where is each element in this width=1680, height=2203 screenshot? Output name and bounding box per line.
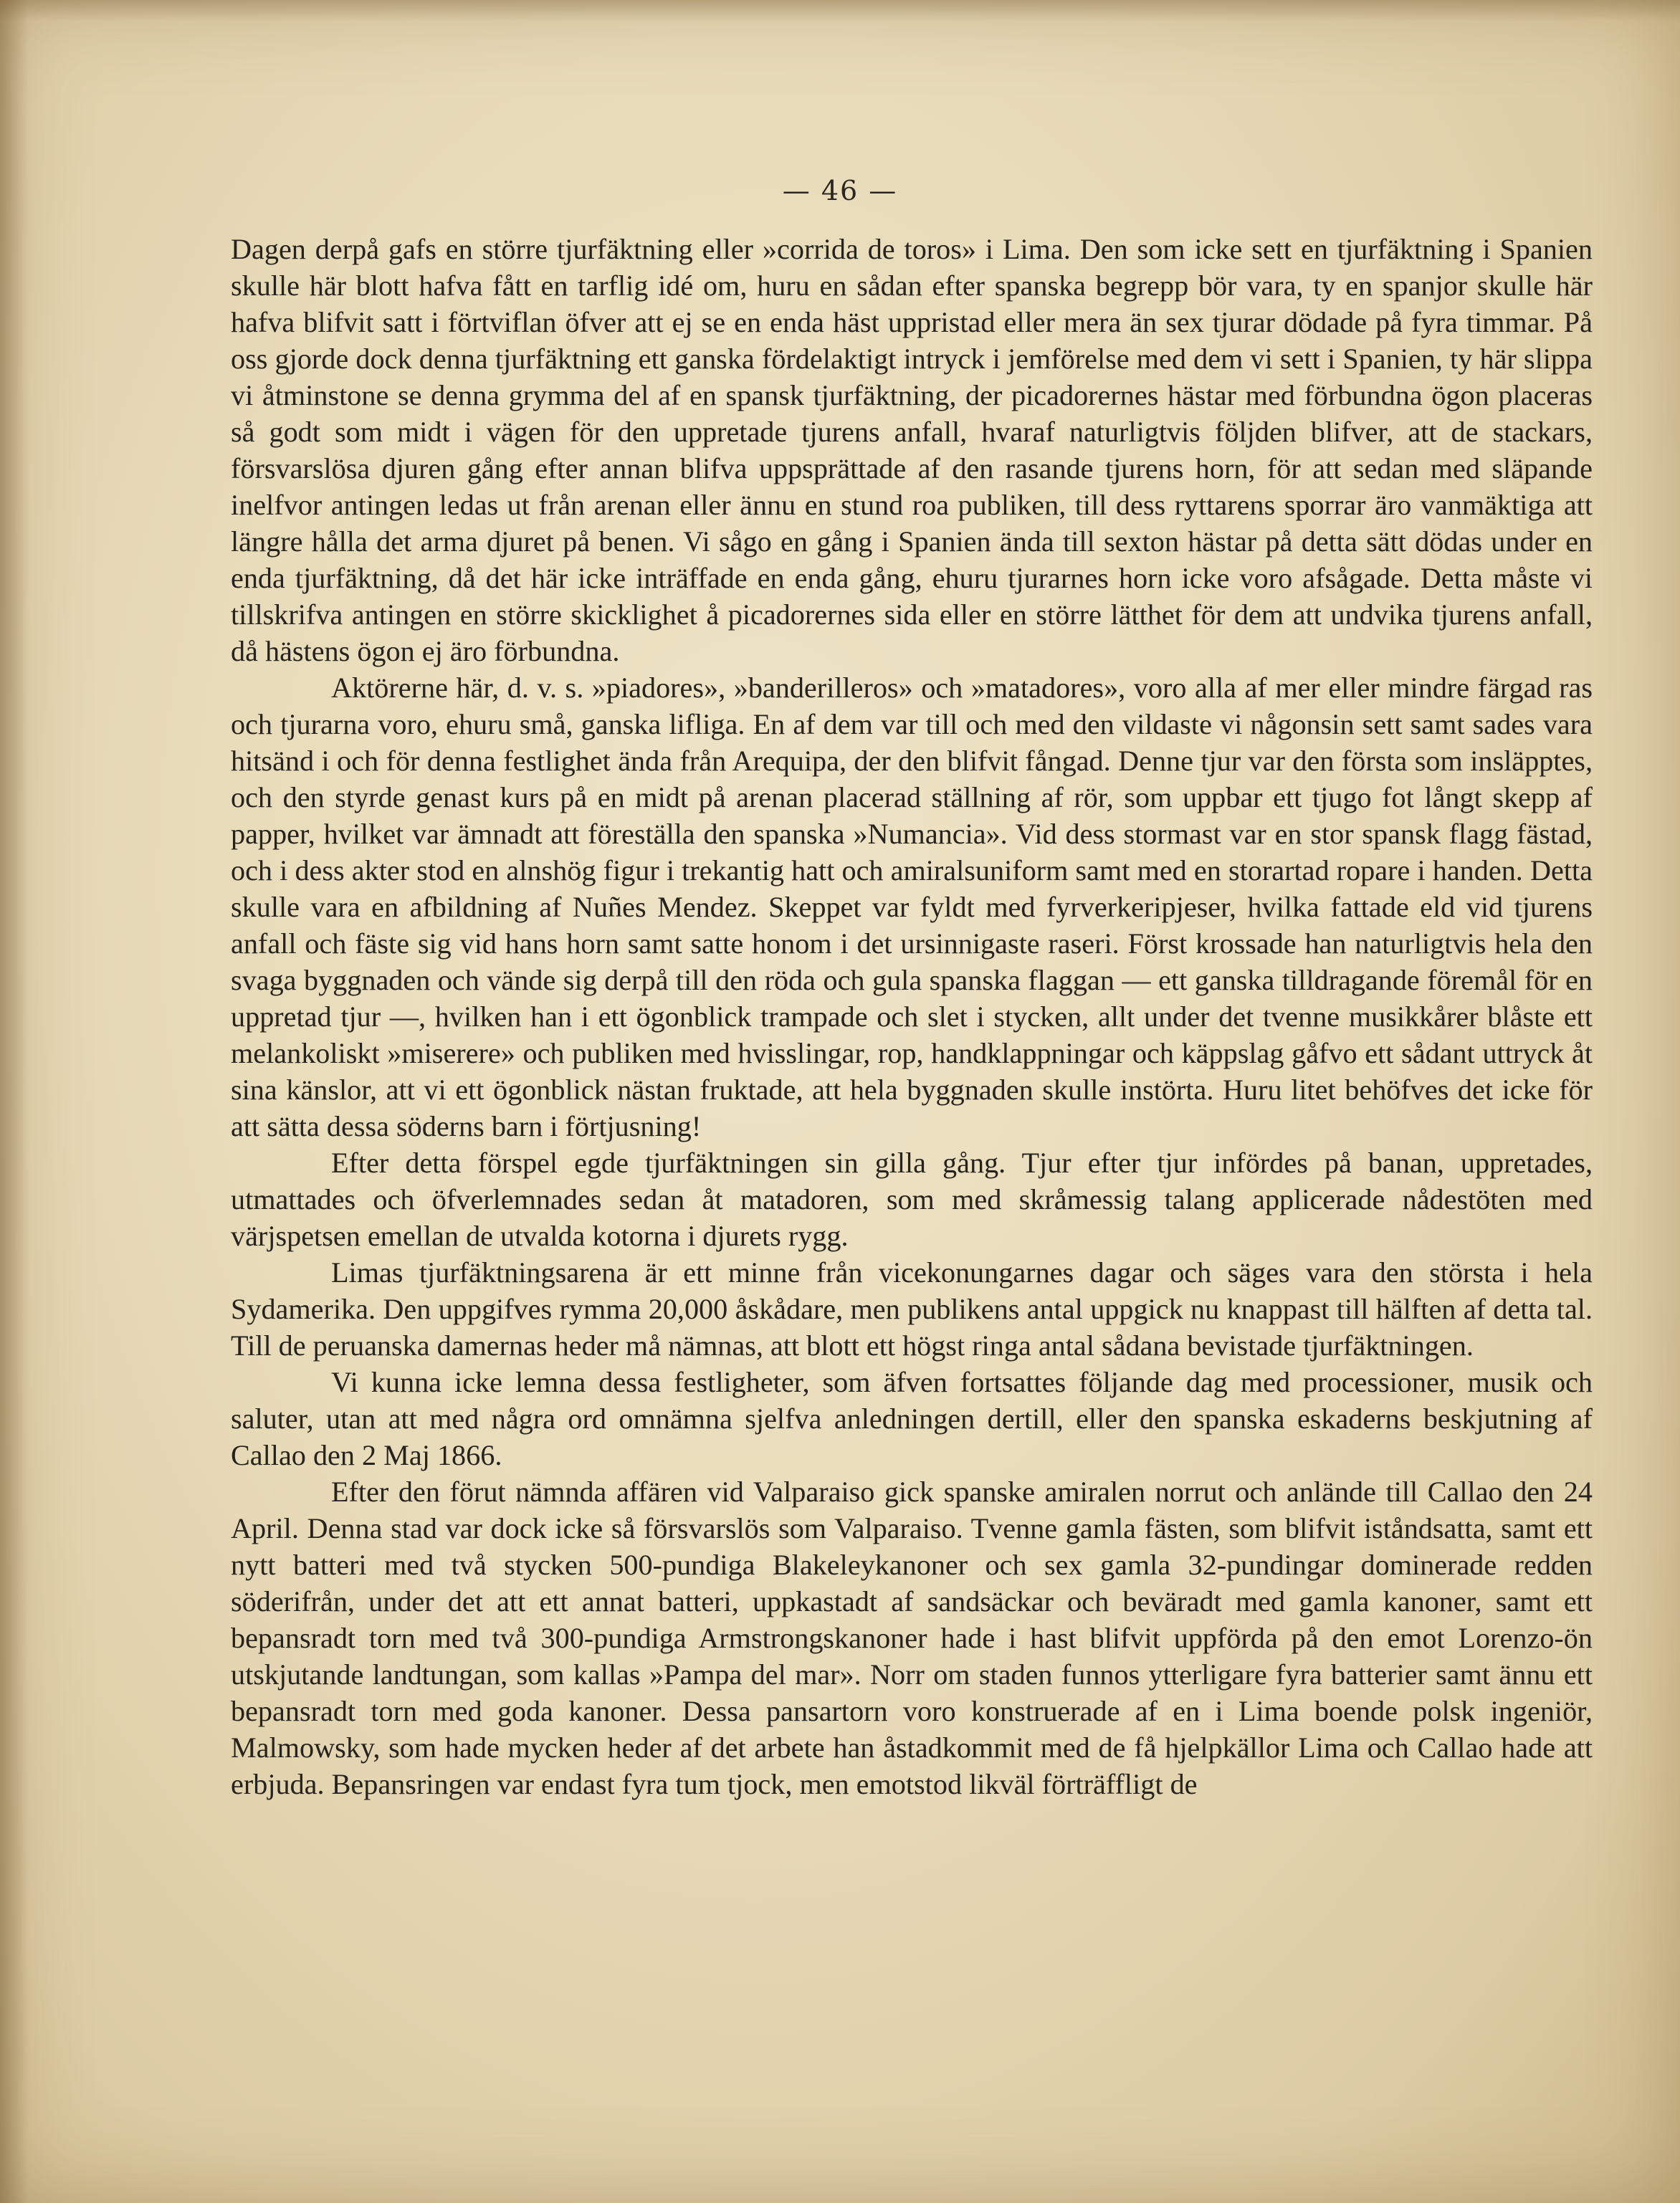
- paragraph-1: Dagen derpå gafs en större tjurfäktning eller »corrida de toros» i Lima. Den som icke sett en tjurfäktning i Spanien skulle här blott hafva fått en tarflig idé om, huru en sådan efter spanska begrepp bör vara, ty en spanjor skulle här hafva blifvit satt i förtviflan öfver att ej se en enda häst uppristad eller mera än sex tjurar dödade på fyra timmar. På oss gjorde dock denna tjurfäktning ett ganska fördelaktigt intryck i jemförelse med dem vi sett i Spanien, ty här slippa vi åtminstone se denna grymma del af en spansk tjurfäktning, der picadorernes hästar med förbundna ögon placeras så godt som midt i vägen för den uppretade tjurens anfall, hvaraf naturligtvis följden blifver, att de stackars, försvarslösa djuren gång efter annan blifva uppsprättade af den rasande tjurens horn, för att sedan med släpande inelfvor antingen ledas ut från arenan eller ännu en stund roa publiken, till dess ryttarens sporrar äro vanmäktiga att längre hålla det arma djuret på benen. Vi sågo en gång i Spanien ända till sexton hästar på detta sätt dödas under en enda tjurfäktning, då det här icke inträffade en enda gång, ehuru tjurarnes horn icke voro afsågade. Detta måste vi tillskrifva antingen en större skicklighet å picadorernes sida eller en större lätthet för dem att undvika tjurens anfall, då hästens ögon ej äro förbundna.: [231, 233, 1593, 667]
- paragraph-3: Efter detta förspel egde tjurfäktningen sin gilla gång. Tjur efter tjur infördes på banan, uppretades, utmattades och öfverlemnades sedan åt matadoren, som med skråmessig talang applicerade nådestöten med värjspetsen emellan de utvalda kotorna i djurets rygg.: [231, 1147, 1593, 1252]
- page-number: — 46 —: [782, 175, 898, 206]
- page-edge-shadow-left: [0, 0, 29, 2203]
- page-edge-shadow-top: [0, 0, 1680, 21]
- body-text: [231, 231, 1593, 1802]
- paragraph-2: Aktörerne här, d. v. s. »piadores», »banderilleros» och »matadores», voro alla af mer eller mindre färgad ras och tjurarna voro, ehuru små, ganska lifliga. En af dem var till och med den vildaste vi någonsin sett samt sades vara hitsänd i och för denna festlighet ända från Arequipa, der den blifvit fångad. Denne tjur var den första som insläpptes, och den styrde genast kurs på en midt på arenan placerad ställning af rör, som uppbar ett tjugo fot långt skepp af papper, hvilket var ämnadt att föreställa den spanska »Numancia». Vid dess stormast var en stor spansk flagg fästad, och i dess akter stod en alnshög figur i trekantig hatt och amiralsuniform samt med en storartad ropare i handen. Detta skulle vara en afbildning af Nuñes Mendez. Skeppet var fyldt med fyrverkeripjeser, hvilka fattade eld vid tjurens anfall och fäste sig vid hans horn samt satte honom i det ursinnigaste raseri. Först krossade han naturligtvis hela den svaga byggnaden och vände sig derpå till den röda och gula spanska flaggan — ett ganska tilldragande föremål för en uppretad tjur —, hvilken han i ett ögonblick trampade och slet i stycken, allt under det tvenne musikkårer blåste ett melankoliskt »miserere» och publiken med hvisslingar, rop, handklappningar och käppslag gåfvo ett sådant uttryck åt sina känslor, att vi ett ögonblick nästan fruktade, att hela byggnaden skulle instörta. Huru litet behöfves det icke för att sätta dessa söderns barn i förtjusning!: [231, 672, 1593, 1142]
- paragraph-4: Limas tjurfäktningsarena är ett minne från vicekonungarnes dagar och säges vara den största i hela Sydamerika. Den uppgifves rymma 20,000 åskådare, men publikens antal uppgick nu knappast till hälften af detta tal. Till de peruanska damernas heder må nämnas, att blott ett högst ringa antal sådana bevistade tjurfäktningen.: [231, 1256, 1593, 1362]
- paragraph-5: Vi kunna icke lemna dessa festligheter, som äfven fortsattes följande dag med processioner, musik och saluter, utan att med några ord omnämna sjelfva anledningen dertill, eller den spanska eskaderns beskjutning af Callao den 2 Maj 1866.: [231, 1366, 1593, 1471]
- paragraph-6: Efter den förut nämnda affären vid Valparaiso gick spanske amiralen norrut och anlände till Callao den 24 April. Denna stad var dock icke så försvarslös som Valparaiso. Tvenne gamla fästen, som blifvit iståndsatta, samt ett nytt batteri med två stycken 500-pundiga Blakeleykanoner och sex gamla 32-pundingar dominerade redden söderifrån, under det att ett annat batteri, uppkastadt af sandsäckar och beväradt med gamla kanoner, samt ett bepansradt torn med två 300-pundiga Armstrongskanoner hade i hast blifvit uppförda på den emot Lorenzo-ön utskjutande landtungan, som kallas »Pampa del mar». Norr om staden funnos ytterligare fyra batterier samt ännu ett bepansradt torn med goda kanoner. Dessa pansartorn voro konstruerade af en i Lima boende polsk ingeniör, Malmowsky, som hade mycken heder af det arbete han åstadkommit med de få hjelpkällor Lima och Callao hade att erbjuda. Bepansringen var endast fyra tum tjock, men emotstod likväl förträffligt de: [231, 1476, 1593, 1800]
